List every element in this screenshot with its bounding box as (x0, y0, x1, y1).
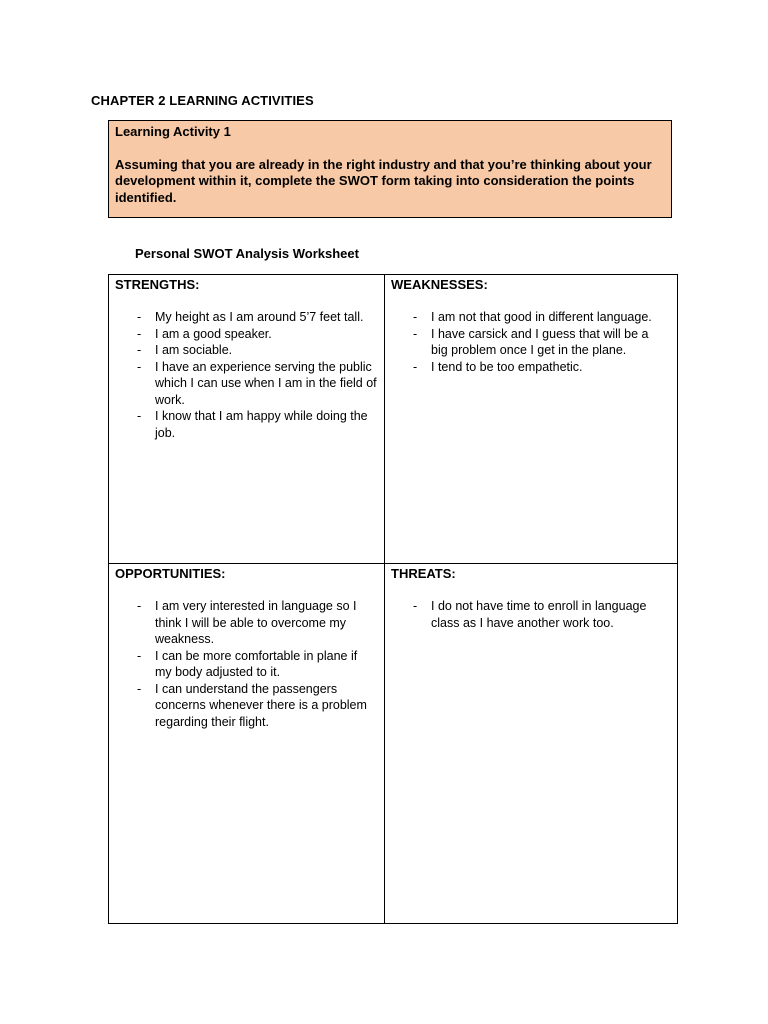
dash-bullet-icon: - (413, 310, 418, 324)
dash-bullet-icon: - (413, 326, 418, 341)
dash-bullet-icon: - (137, 310, 142, 324)
threat-item (391, 598, 671, 631)
opportunities-heading: OPPORTUNITIES: (115, 566, 226, 581)
opportunity-item (115, 681, 378, 731)
strength-item-text: I know that I am happy while doing the job. (155, 409, 368, 440)
swot-table (108, 274, 678, 924)
strength-item (115, 342, 378, 359)
dash-bullet-icon: - (137, 326, 142, 341)
strengths-list (115, 309, 378, 441)
opportunity-item (115, 648, 378, 681)
opportunity-item-text: I am very interested in language so I think I will be able to overcome my weakness. (155, 599, 357, 646)
strength-item (115, 326, 378, 343)
weakness-item-text: I am not that good in different language. (431, 310, 652, 324)
learning-activity-title: Learning Activity 1 (115, 124, 231, 139)
dash-bullet-icon: - (137, 599, 142, 613)
threats-heading: THREATS: (391, 566, 456, 581)
weakness-item (391, 309, 671, 326)
learning-activity-box (108, 120, 672, 218)
strength-item-text: I am a good speaker. (155, 326, 272, 341)
dash-bullet-icon: - (137, 343, 142, 357)
weaknesses-list (391, 309, 671, 375)
threat-item-text: I do not have time to enroll in language class as I have another work too. (431, 599, 647, 630)
strength-item (115, 359, 378, 409)
strengths-cell (109, 275, 384, 441)
weakness-item-text: I have carsick and I guess that will be a big problem once I get in the plane. (431, 326, 649, 357)
strength-item-text: My height as I am around 5’7 feet tall. (155, 310, 364, 324)
dash-bullet-icon: - (137, 359, 142, 374)
strengths-heading: STRENGTHS: (115, 277, 200, 292)
opportunities-list (115, 598, 378, 730)
threats-list (391, 598, 671, 631)
worksheet-title: Personal SWOT Analysis Worksheet (135, 246, 359, 261)
strength-item-text: I am sociable. (155, 343, 233, 357)
dash-bullet-icon: - (137, 681, 142, 696)
weakness-item-text: I tend to be too empathetic. (431, 359, 583, 374)
opportunity-item (115, 598, 378, 648)
strength-item (115, 408, 378, 441)
weakness-item (391, 326, 671, 359)
learning-activity-instructions: Assuming that you are already in the right industry and that you’re thinking about your development within it, complete the SWOT form taking into consideration the points identified. (115, 156, 652, 205)
strength-item-text: I have an experience serving the public which I can use when I am in the field of work. (155, 359, 377, 407)
opportunity-item-text: I can be more comfortable in plane if my body adjusted to it. (155, 648, 358, 679)
dash-bullet-icon: - (413, 599, 418, 613)
dash-bullet-icon: - (137, 648, 142, 663)
dash-bullet-icon: - (413, 359, 418, 374)
strength-item (115, 309, 378, 326)
opportunity-item-text: I can understand the passengers concerns whenever there is a problem regarding their flight. (155, 681, 367, 729)
weaknesses-cell (385, 275, 677, 375)
dash-bullet-icon: - (137, 409, 142, 423)
weaknesses-heading: WEAKNESSES: (391, 277, 488, 292)
threats-cell (385, 564, 677, 631)
opportunities-cell (109, 564, 384, 730)
chapter-heading: CHAPTER 2 LEARNING ACTIVITIES (91, 93, 314, 108)
weakness-item (391, 359, 671, 376)
